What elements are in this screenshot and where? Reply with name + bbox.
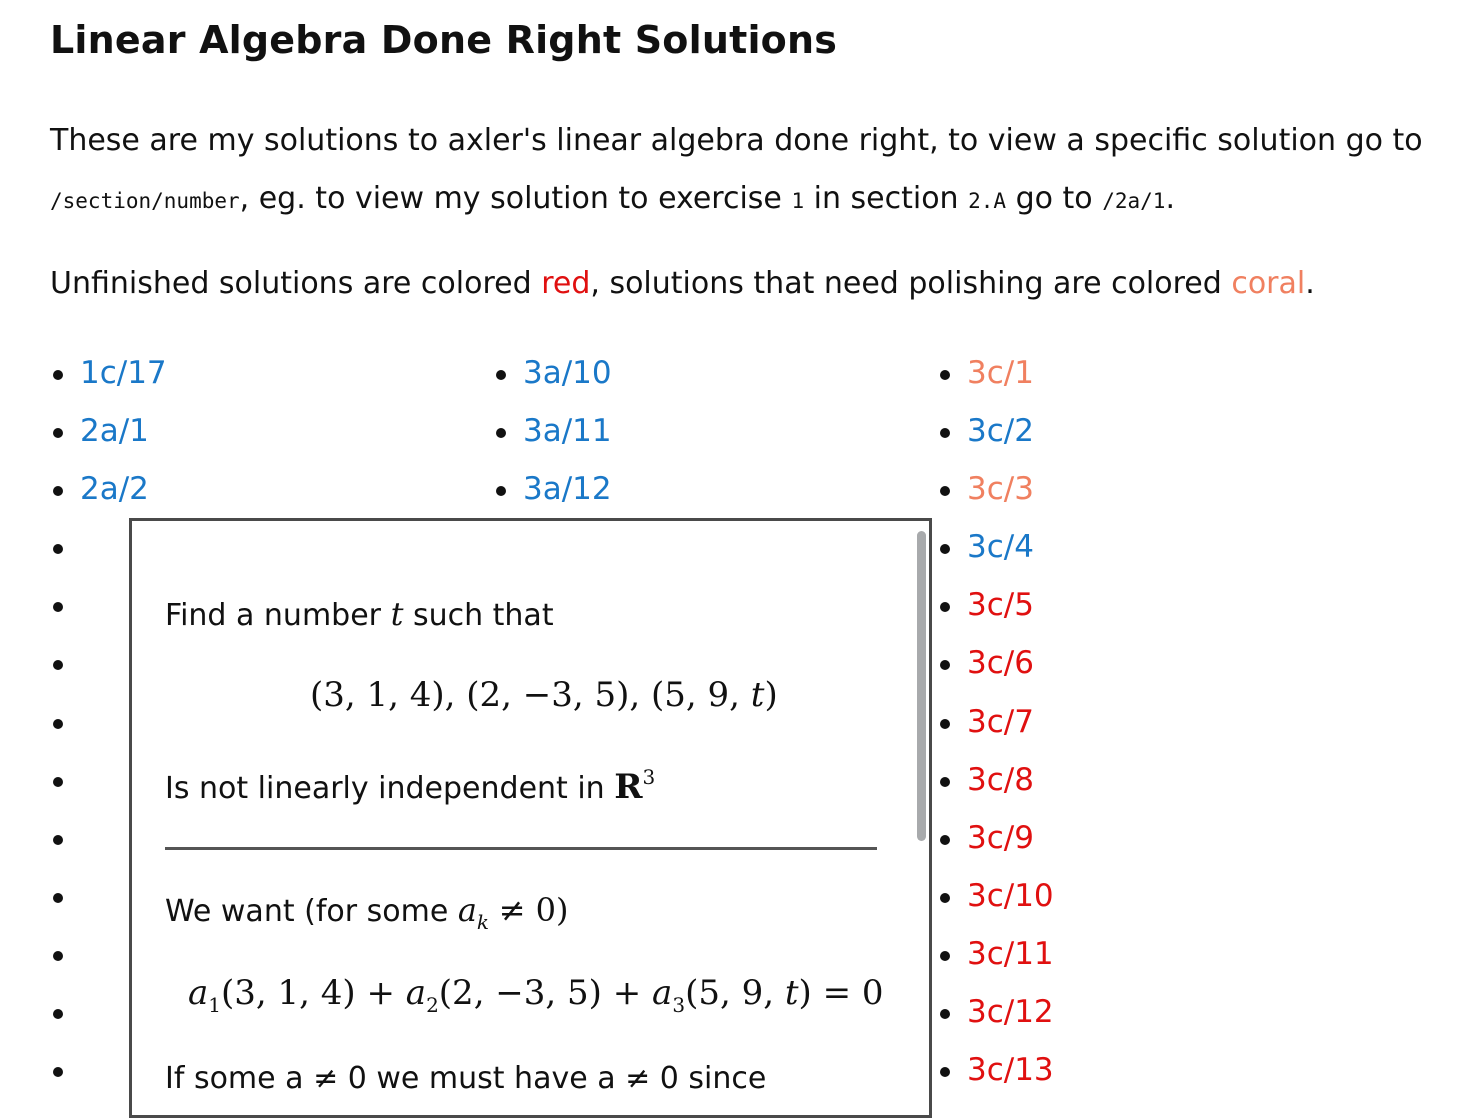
list-item: [967, 634, 1054, 692]
example-url-code: /2a/1: [1102, 189, 1166, 213]
solutions-column-3: [967, 344, 1054, 1099]
solution-link-3c-10[interactable]: 3c/10: [967, 877, 1054, 914]
solution-link-3a-12[interactable]: 3a/12: [523, 471, 612, 508]
list-item: [80, 460, 167, 518]
cut-off-line: If some a ≠ 0 we must have a ≠ 0 since: [165, 1061, 767, 1096]
want-statement: We want (for some $a_k \ne 0$): [165, 891, 569, 934]
list-item: [967, 751, 1054, 809]
color-legend: Unfinished solutions are colored red, solutions that need polishing are colored coral.: [50, 266, 1315, 301]
solution-link-3a-10[interactable]: 3a/10: [523, 355, 612, 391]
solution-link-3c-6[interactable]: 3c/6: [967, 645, 1034, 682]
independence-statement: Is not linearly independent in $R^3$: [165, 765, 656, 807]
divider: [165, 847, 877, 850]
legend-red: red: [541, 266, 591, 301]
intro-paragraph: These are my solutions to axler's linear algebra done right, to view a specific solution go to /section/number, eg. to view my solution to exercise 1 in section 2.A go to /2a/1.: [50, 123, 1423, 216]
legend-coral: coral: [1231, 266, 1306, 301]
solution-link-3c-7[interactable]: 3c/7: [967, 703, 1034, 740]
list-item: [967, 344, 1054, 402]
list-item: [967, 576, 1054, 634]
list-item: [80, 402, 167, 460]
section-code: 2.A: [968, 189, 1007, 213]
list-item: [967, 867, 1054, 925]
list-item: [967, 402, 1054, 460]
solution-link-2a-2[interactable]: 2a/2: [80, 471, 149, 508]
list-item: [523, 460, 612, 518]
path-format-code: /section/number: [50, 189, 240, 213]
list-item: [523, 344, 612, 402]
solution-link-3c-9[interactable]: 3c/9: [967, 819, 1034, 856]
problem-statement: Find a number t such that: [165, 595, 554, 633]
solutions-column-2: [523, 344, 612, 518]
list-item: [967, 693, 1054, 751]
list-item: [967, 460, 1054, 518]
solution-link-3c-8[interactable]: 3c/8: [967, 761, 1034, 798]
exercise-code: 1: [791, 189, 805, 213]
page-title: Linear Algebra Done Right Solutions: [50, 18, 838, 62]
solution-link-3c-13[interactable]: 3c/13: [967, 1052, 1054, 1089]
solution-link-3c-5[interactable]: 3c/5: [967, 587, 1034, 624]
solution-link-3c-12[interactable]: 3c/12: [967, 994, 1054, 1031]
solution-link-3c-2[interactable]: 3c/2: [967, 413, 1034, 450]
list-item: [80, 344, 167, 402]
solution-link-3c-1[interactable]: 3c/1: [967, 355, 1034, 391]
solution-link-3c-3[interactable]: 3c/3: [967, 471, 1034, 508]
solution-link-3c-4[interactable]: 3c/4: [967, 529, 1034, 566]
list-item: [967, 983, 1054, 1041]
vectors-formula: (3, 1, 4), (2, −3, 5), (5, 9, t): [310, 675, 778, 715]
solution-preview-popup[interactable]: [129, 518, 932, 1118]
linear-combination-equation: $a_1(3$, 1, $4) + a_2(2$, −3, $5) + a_3(5$, 9, t) = 0: [188, 973, 884, 1017]
solution-link-2a-1[interactable]: 2a/1: [80, 413, 149, 450]
list-item: [967, 925, 1054, 983]
list-item: [967, 518, 1054, 576]
list-item: [523, 402, 612, 460]
list-item: [967, 809, 1054, 867]
solution-link-1c-17[interactable]: 1c/17: [80, 355, 167, 391]
solution-link-3a-11[interactable]: 3a/11: [523, 413, 612, 450]
solution-link-3c-11[interactable]: 3c/11: [967, 935, 1054, 972]
list-item: [967, 1041, 1054, 1099]
popup-scrollbar-thumb[interactable]: [917, 531, 926, 841]
